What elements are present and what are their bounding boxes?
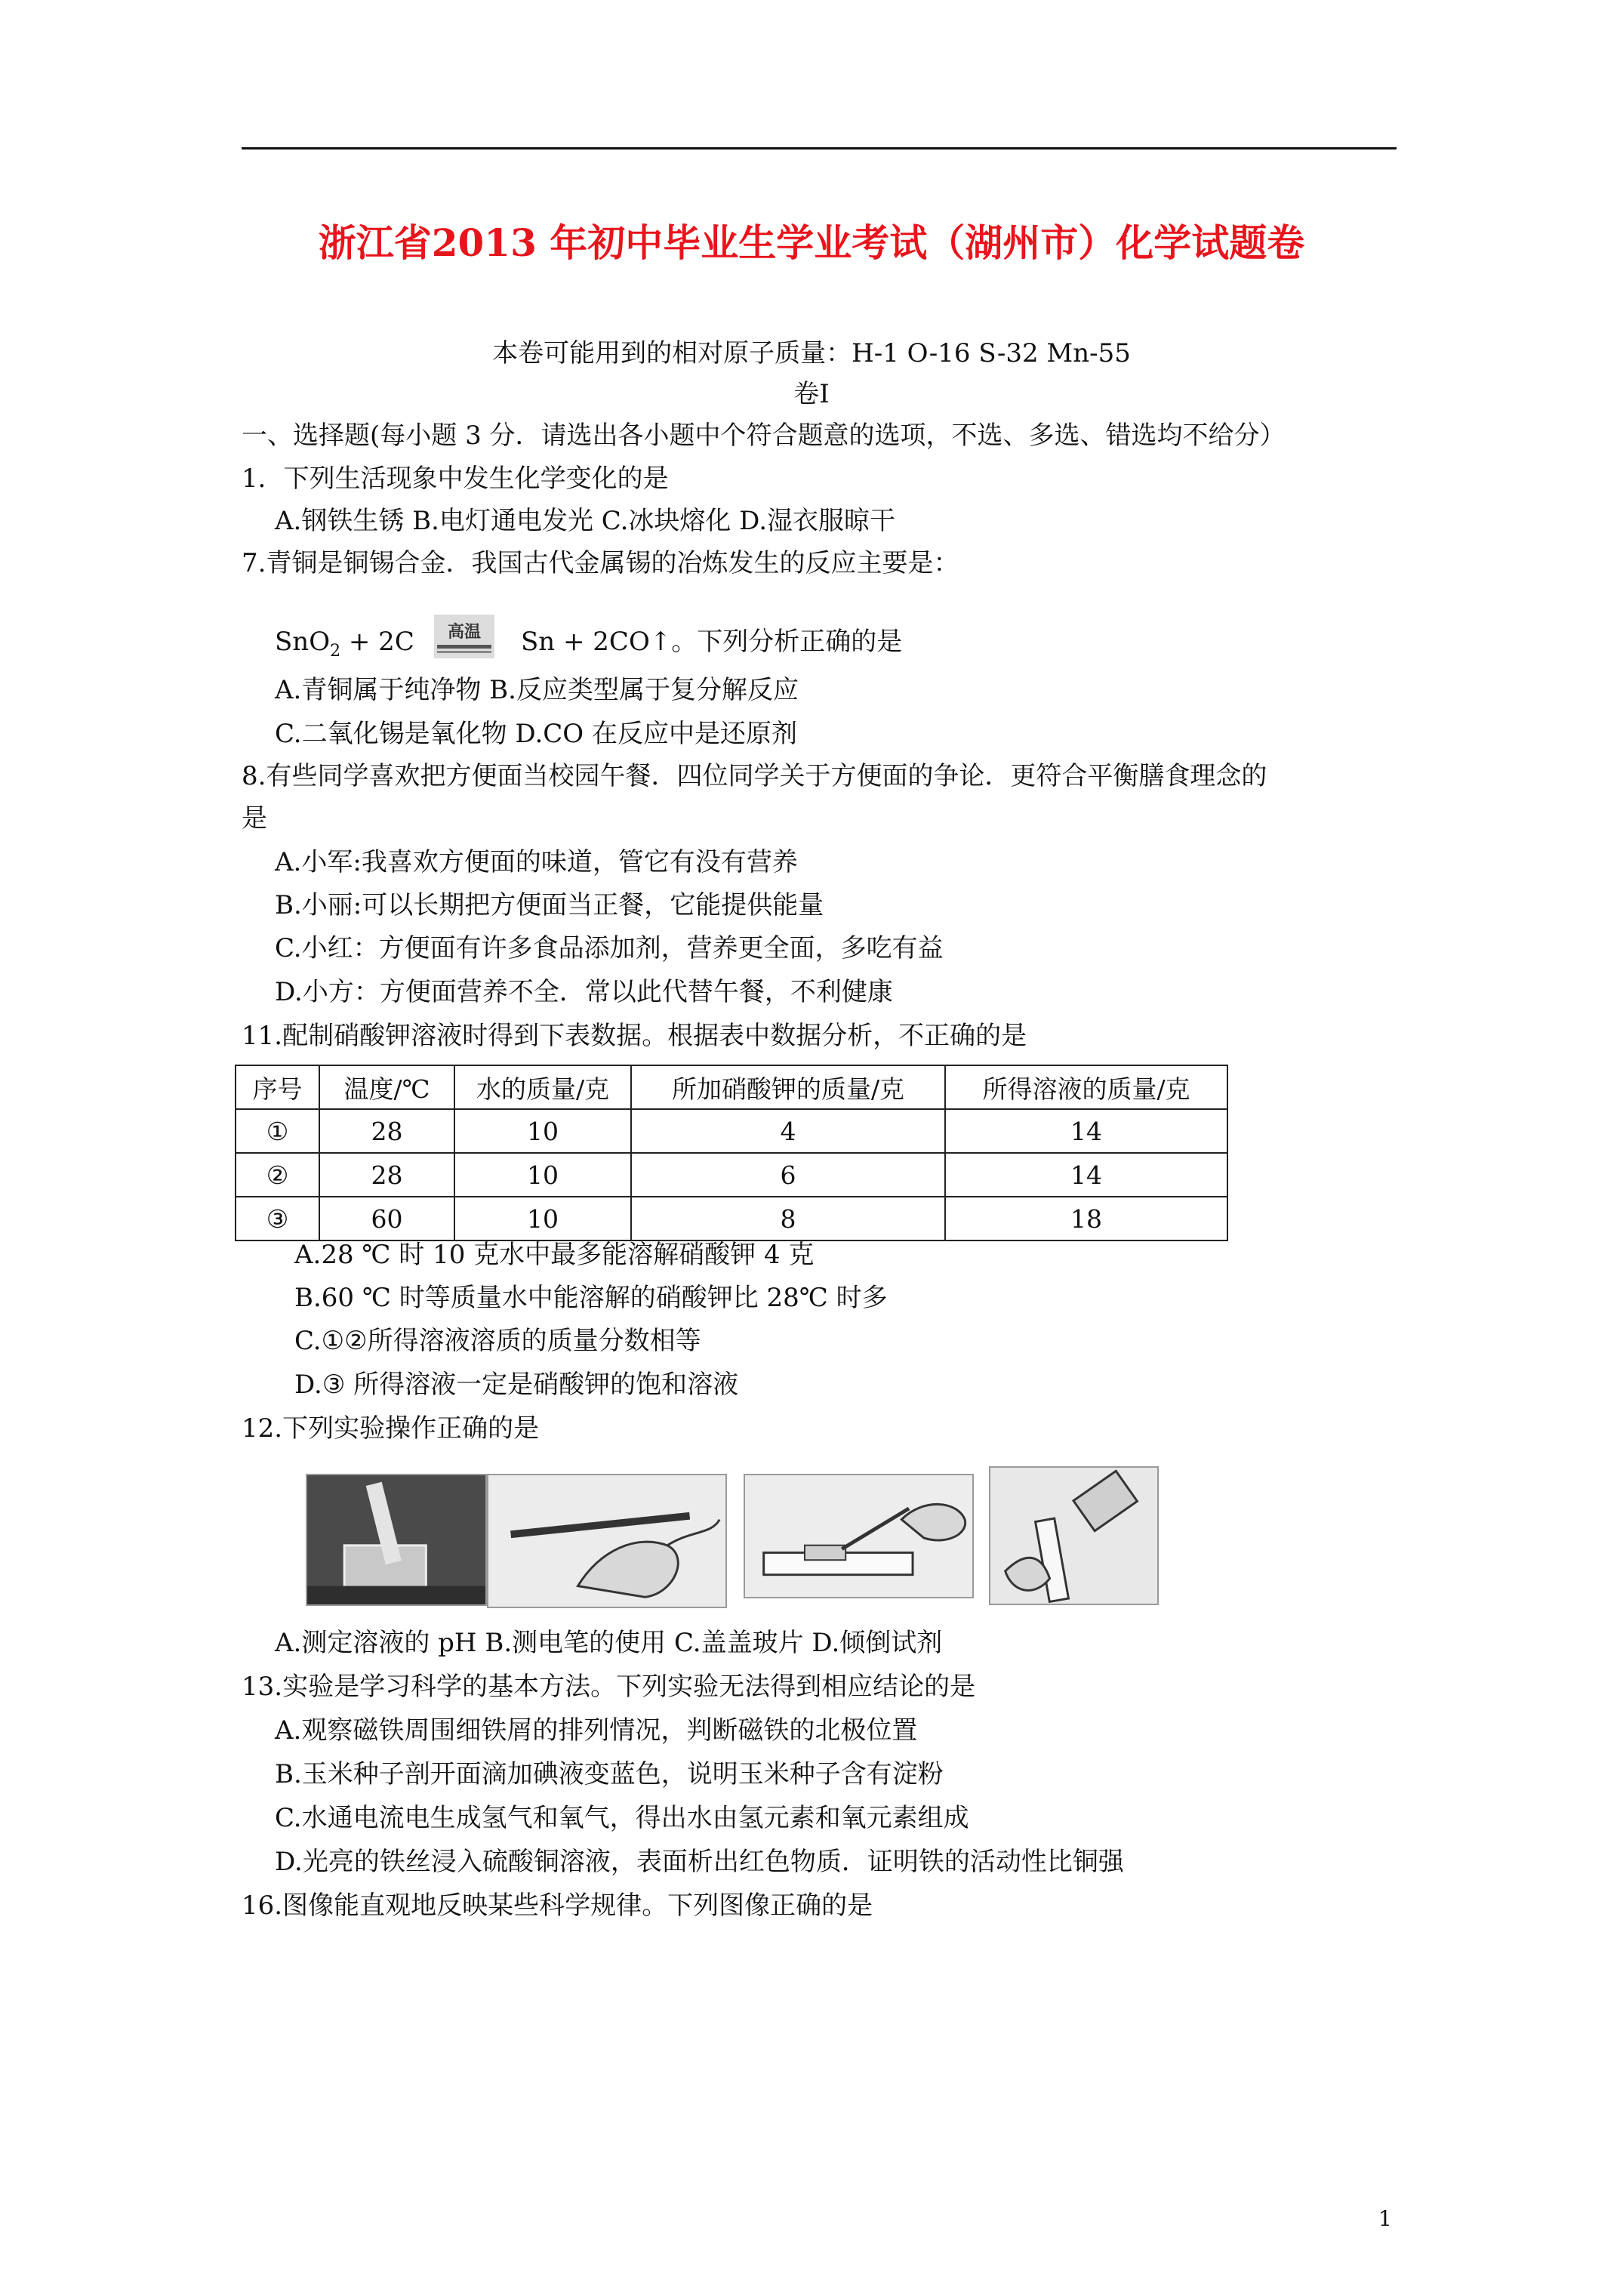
equation-left: SnO bbox=[275, 627, 331, 657]
q8-option-c: C.小红：方便面有许多食品添加剂，营养更全面，多吃有益 bbox=[275, 933, 944, 963]
q11-option-c: C.①②所得溶液溶质的质量分数相等 bbox=[294, 1326, 701, 1356]
q1-options: A.钢铁生锈 B.电灯通电发光 C.冰块熔化 D.湿衣服晾干 bbox=[275, 506, 896, 536]
q13-option-b: B.玉米种子剖开面滴加碘液变蓝色，说明玉米种子含有淀粉 bbox=[275, 1759, 944, 1789]
table-cell: 28 bbox=[319, 1153, 454, 1197]
table-header: 所得溶液的质量/克 bbox=[945, 1065, 1227, 1109]
q8-option-a: A.小军:我喜欢方便面的味道，管它有没有营养 bbox=[275, 847, 798, 877]
q8-stem-line1: 8.有些同学喜欢把方便面当校园午餐．四位同学关于方便面的争论．更符合平衡膳食理念的 bbox=[242, 761, 1267, 791]
condition-text: 高温 bbox=[447, 622, 482, 642]
data-table bbox=[235, 1065, 1228, 1241]
table-cell: 4 bbox=[631, 1109, 945, 1153]
table-cell: 10 bbox=[454, 1109, 631, 1153]
table-row bbox=[236, 1197, 1227, 1240]
table-cell: ② bbox=[236, 1153, 319, 1197]
table-header: 温度/℃ bbox=[319, 1065, 454, 1109]
table-cell: 14 bbox=[945, 1153, 1227, 1197]
cover-slip-image bbox=[744, 1474, 974, 1598]
equation-left-rest: + 2C bbox=[340, 627, 414, 657]
q7-options-ab: A.青铜属于纯净物 B.反应类型属于复分解反应 bbox=[275, 675, 799, 705]
table-cell: 18 bbox=[945, 1197, 1227, 1240]
pour-reagent-image bbox=[989, 1466, 1159, 1605]
table-row bbox=[236, 1153, 1227, 1197]
header-rule bbox=[242, 147, 1397, 149]
table-header: 序号 bbox=[236, 1065, 319, 1109]
table-header: 所加硝酸钾的质量/克 bbox=[631, 1065, 945, 1109]
q12-stem: 12.下列实验操作正确的是 bbox=[242, 1413, 540, 1444]
section-heading: 一、选择题(每小题 3 分．请选出各小题中个符合题意的选项，不选、多选、错选均不给分） bbox=[242, 421, 1286, 451]
q11-stem: 11.配制硝酸钾溶液时得到下表数据。根据表中数据分析，不正确的是 bbox=[242, 1021, 1027, 1051]
q13-option-a: A.观察磁铁周围细铁屑的排列情况，判断磁铁的北极位置 bbox=[275, 1715, 918, 1746]
table-cell: ③ bbox=[236, 1197, 319, 1240]
table-cell: 60 bbox=[319, 1197, 454, 1240]
table-cell: ① bbox=[236, 1109, 319, 1153]
page-number: 1 bbox=[1378, 2206, 1392, 2231]
q11-option-a: A.28 ℃ 时 10 克水中最多能溶解硝酸钾 4 克 bbox=[294, 1240, 815, 1270]
q12-options: A.测定溶液的 pH B.测电笔的使用 C.盖盖玻片 D.倾倒试剂 bbox=[275, 1628, 943, 1658]
q7-equation-right: Sn + 2CO↑。下列分析正确的是 bbox=[521, 627, 903, 657]
ph-test-image bbox=[306, 1474, 487, 1606]
table-cell: 8 bbox=[631, 1197, 945, 1240]
q11-option-b: B.60 ℃ 时等质量水中能溶解的硝酸钾比 28℃ 时多 bbox=[294, 1283, 888, 1313]
q8-option-b: B.小丽:可以长期把方便面当正餐，它能提供能量 bbox=[275, 890, 824, 920]
table-cell: 6 bbox=[631, 1153, 945, 1197]
q11-option-d: D.③ 所得溶液一定是硝酸钾的饱和溶液 bbox=[294, 1370, 739, 1400]
q13-option-d: D.光亮的铁丝浸入硫酸铜溶液，表面析出红色物质．证明铁的活动性比铜强 bbox=[275, 1847, 1124, 1877]
table-cell: 28 bbox=[319, 1109, 454, 1153]
reaction-condition-stamp bbox=[434, 615, 494, 658]
atomic-masses-note: 本卷可能用到的相对原子质量：H-1 O-16 S-32 Mn-55 bbox=[492, 338, 1131, 368]
table-row bbox=[236, 1109, 1227, 1153]
q7-equation bbox=[275, 625, 414, 668]
q7-stem: 7.青铜是铜锡合金．我国古代金属锡的冶炼发生的反应主要是： bbox=[242, 548, 959, 578]
equation-subscript: 2 bbox=[330, 641, 341, 661]
table-cell: 10 bbox=[454, 1153, 631, 1197]
table-header-row bbox=[236, 1065, 1227, 1109]
q8-option-d: D.小方：方便面营养不全．常以此代替午餐，不利健康 bbox=[275, 977, 893, 1007]
q7-options-cd: C.二氧化锡是氧化物 D.CO 在反应中是还原剂 bbox=[275, 719, 797, 749]
q1-stem: 1．下列生活现象中发生化学变化的是 bbox=[242, 464, 669, 494]
table-header: 水的质量/克 bbox=[454, 1065, 631, 1109]
table-cell: 10 bbox=[454, 1197, 631, 1240]
table-cell: 14 bbox=[945, 1109, 1227, 1153]
q16-stem: 16.图像能直观地反映某些科学规律。下列图像正确的是 bbox=[242, 1891, 873, 1921]
test-pen-image bbox=[487, 1474, 727, 1608]
q13-option-c: C.水通电流电生成氢气和氧气，得出水由氢元素和氧元素组成 bbox=[275, 1803, 969, 1833]
q8-stem-line2: 是 bbox=[242, 803, 267, 834]
exam-title: 浙江省2013 年初中毕业生学业考试（湖州市）化学试题卷 bbox=[318, 220, 1305, 265]
q13-stem: 13.实验是学习科学的基本方法。下列实验无法得到相应结论的是 bbox=[242, 1672, 976, 1702]
volume-label: 卷Ⅰ bbox=[793, 379, 830, 409]
